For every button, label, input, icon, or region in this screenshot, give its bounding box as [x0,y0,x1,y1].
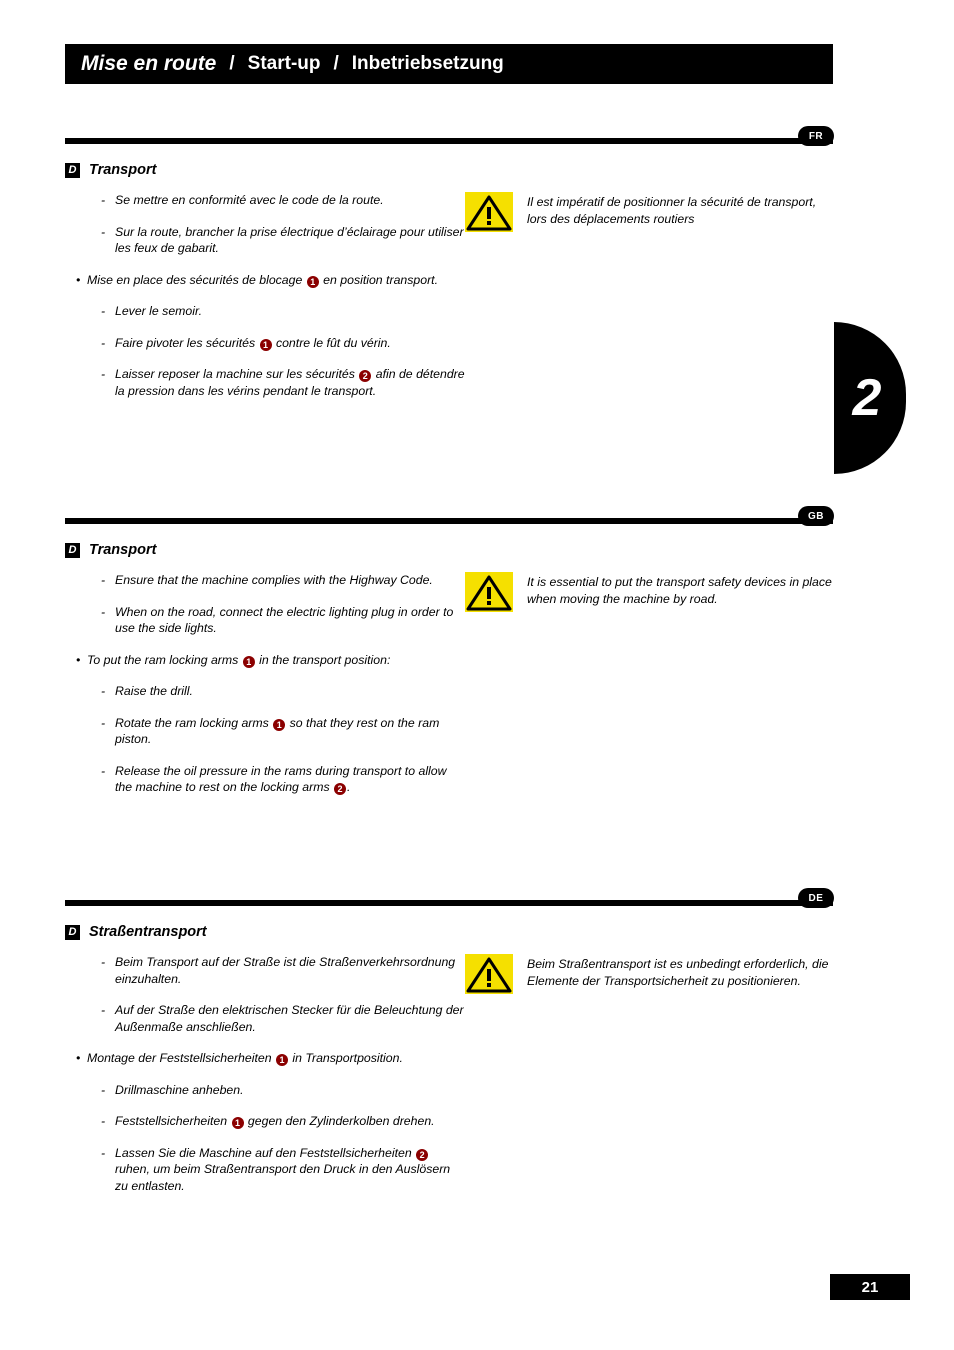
header-title-fr: Mise en route [81,52,217,75]
list-item-text: Drillmaschine anheben. [115,1082,244,1097]
language-badge: GB [798,506,834,526]
section-title-text: Transport [89,542,157,558]
list-item-text: Beim Transport auf der Straße ist die Straßenverkehrsordnung einzuhalten. [115,955,456,986]
warning-box [465,572,833,612]
warning-triangle-icon [465,572,513,612]
warning-panel [465,954,833,1209]
list-marker: - [101,1082,106,1097]
section-title-text: Straßentransport [89,924,207,940]
warning-box [465,192,833,232]
list-marker: - [101,193,106,207]
list-item-text-continued: so that they rest on the ram piston. [115,715,440,746]
header-separator-2: / [333,53,339,74]
header-title-de: Inbetriebsetzung [351,53,504,74]
section-title-text: Transport [89,162,157,178]
list-marker: - [101,715,106,730]
callout-number: 1 [276,1054,288,1066]
list-item [101,1082,465,1099]
list-marker: • [76,652,81,667]
header-separator-1: / [229,53,235,74]
section-columns [65,192,833,414]
list-item [76,652,465,669]
list-item [101,763,465,796]
section-de [65,892,833,1209]
section-letter-badge: D [65,543,80,558]
list-item-text-continued: contre le fût du vérin. [272,335,391,350]
chapter-tab [834,322,906,474]
list-item [76,272,465,289]
list-marker: - [101,573,106,587]
list-marker: - [101,955,106,969]
list-marker: • [76,1051,81,1065]
warning-text: Beim Straßentransport ist es unbedingt erforderlich, die Elemente der Transportsicherheit zu positionieren. [527,957,829,988]
list-item [101,1113,465,1130]
chapter-number: 2 [852,369,882,427]
section-rule [65,130,833,144]
callout-number: 1 [307,276,319,288]
warning-panel [465,192,833,414]
list-item [101,683,465,700]
list-marker: - [101,1114,106,1128]
warning-text: It is essential to put the transport safety devices in place when moving the machine by road. [527,575,832,606]
list-marker: - [101,367,106,381]
list-item [101,303,465,320]
list-item-text: Ensure that the machine complies with the Highway Code. [115,573,433,587]
list-item-text-continued: afin de détendre la pression dans les vérins pendant le transport. [115,367,465,398]
list-item [101,335,465,352]
list-item-text-continued: gegen den Zylinderkolben drehen. [244,1114,435,1128]
section-gb [65,510,833,811]
list-marker: - [101,1003,106,1017]
page-number-badge [830,1274,910,1300]
list-item [101,192,465,209]
list-marker: • [76,272,81,287]
language-badge: DE [798,888,834,908]
warning-triangle-icon [465,192,513,232]
page-header [65,44,833,84]
callout-number: 2 [416,1149,428,1161]
list-item-text: Raise the drill. [115,684,193,698]
instruction-list [65,572,465,811]
list-item-text: To put the ram locking arms [87,652,242,667]
warning-box [465,954,833,994]
list-item [101,1145,465,1195]
list-item-text: Auf der Straße den elektrischen Stecker für die Beleuchtung der Außenmaße anschließen. [115,1003,464,1034]
list-item-text-continued: in Transportposition. [288,1051,403,1065]
list-item-text: Laisser reposer la machine sur les sécurités [115,367,359,381]
callout-number: 1 [232,1117,244,1129]
list-item [101,572,465,589]
list-item [101,366,465,399]
callout-number: 2 [334,783,346,795]
language-badge: FR [798,126,834,146]
list-marker: - [101,604,106,619]
list-item-text-continued: . [347,780,351,794]
list-item [76,1050,465,1067]
header-title-gb: Start-up [247,53,321,74]
warning-triangle-icon [465,954,513,994]
section-columns [65,572,833,811]
list-marker: - [101,335,106,350]
section-rule [65,510,833,524]
list-item-text: Rotate the ram locking arms [115,715,273,730]
list-item-text: Faire pivoter les sécurités [115,335,259,350]
list-item-text: When on the road, connect the electric lighting plug in order to use the side lights. [115,604,454,635]
page-number: 21 [861,1278,879,1296]
list-item-text: Sur la route, brancher la prise électrique d’éclairage pour utiliser les feux de gabarit. [115,224,464,255]
section-rule [65,892,833,906]
list-item [101,954,465,987]
list-item [101,1002,465,1035]
warning-text: Il est impératif de positionner la sécurité de transport, lors des déplacements routiers [527,195,817,226]
list-item-text: Lever le semoir. [115,304,203,318]
list-marker: - [101,684,106,698]
list-marker: - [101,763,106,778]
callout-number: 1 [243,656,255,668]
instruction-list [65,954,465,1209]
list-item-text: Release the oil pressure in the rams during transport to allow the machine to rest on the locking arms [115,763,447,794]
section-title [65,542,833,558]
list-item-text-continued: ruhen, um beim Straßentransport den Druck in den Auslösern zu entlasten. [115,1162,451,1193]
list-item-text: Montage der Feststellsicherheiten [87,1051,275,1065]
section-title [65,162,833,178]
list-item-text: Lassen Sie die Maschine auf den Feststellsicherheiten [115,1145,416,1160]
list-item-text-continued: in the transport position: [255,652,391,667]
list-item-text: Feststellsicherheiten [115,1114,231,1128]
list-item [101,604,465,637]
section-title [65,924,833,940]
instruction-list [65,192,465,414]
warning-panel [465,572,833,811]
list-marker: - [101,304,106,318]
callout-number: 2 [359,370,371,382]
list-marker: - [101,224,106,239]
list-item [101,715,465,748]
callout-number: 1 [260,339,272,351]
list-item-text: Mise en place des sécurités de blocage [87,272,306,287]
list-item [101,224,465,257]
section-fr [65,130,833,414]
callout-number: 1 [273,719,285,731]
section-letter-badge: D [65,925,80,940]
section-columns [65,954,833,1209]
list-item-text: Se mettre en conformité avec le code de la route. [115,193,384,207]
list-item-text-continued: en position transport. [319,272,439,287]
list-marker: - [101,1145,106,1160]
section-letter-badge: D [65,163,80,178]
